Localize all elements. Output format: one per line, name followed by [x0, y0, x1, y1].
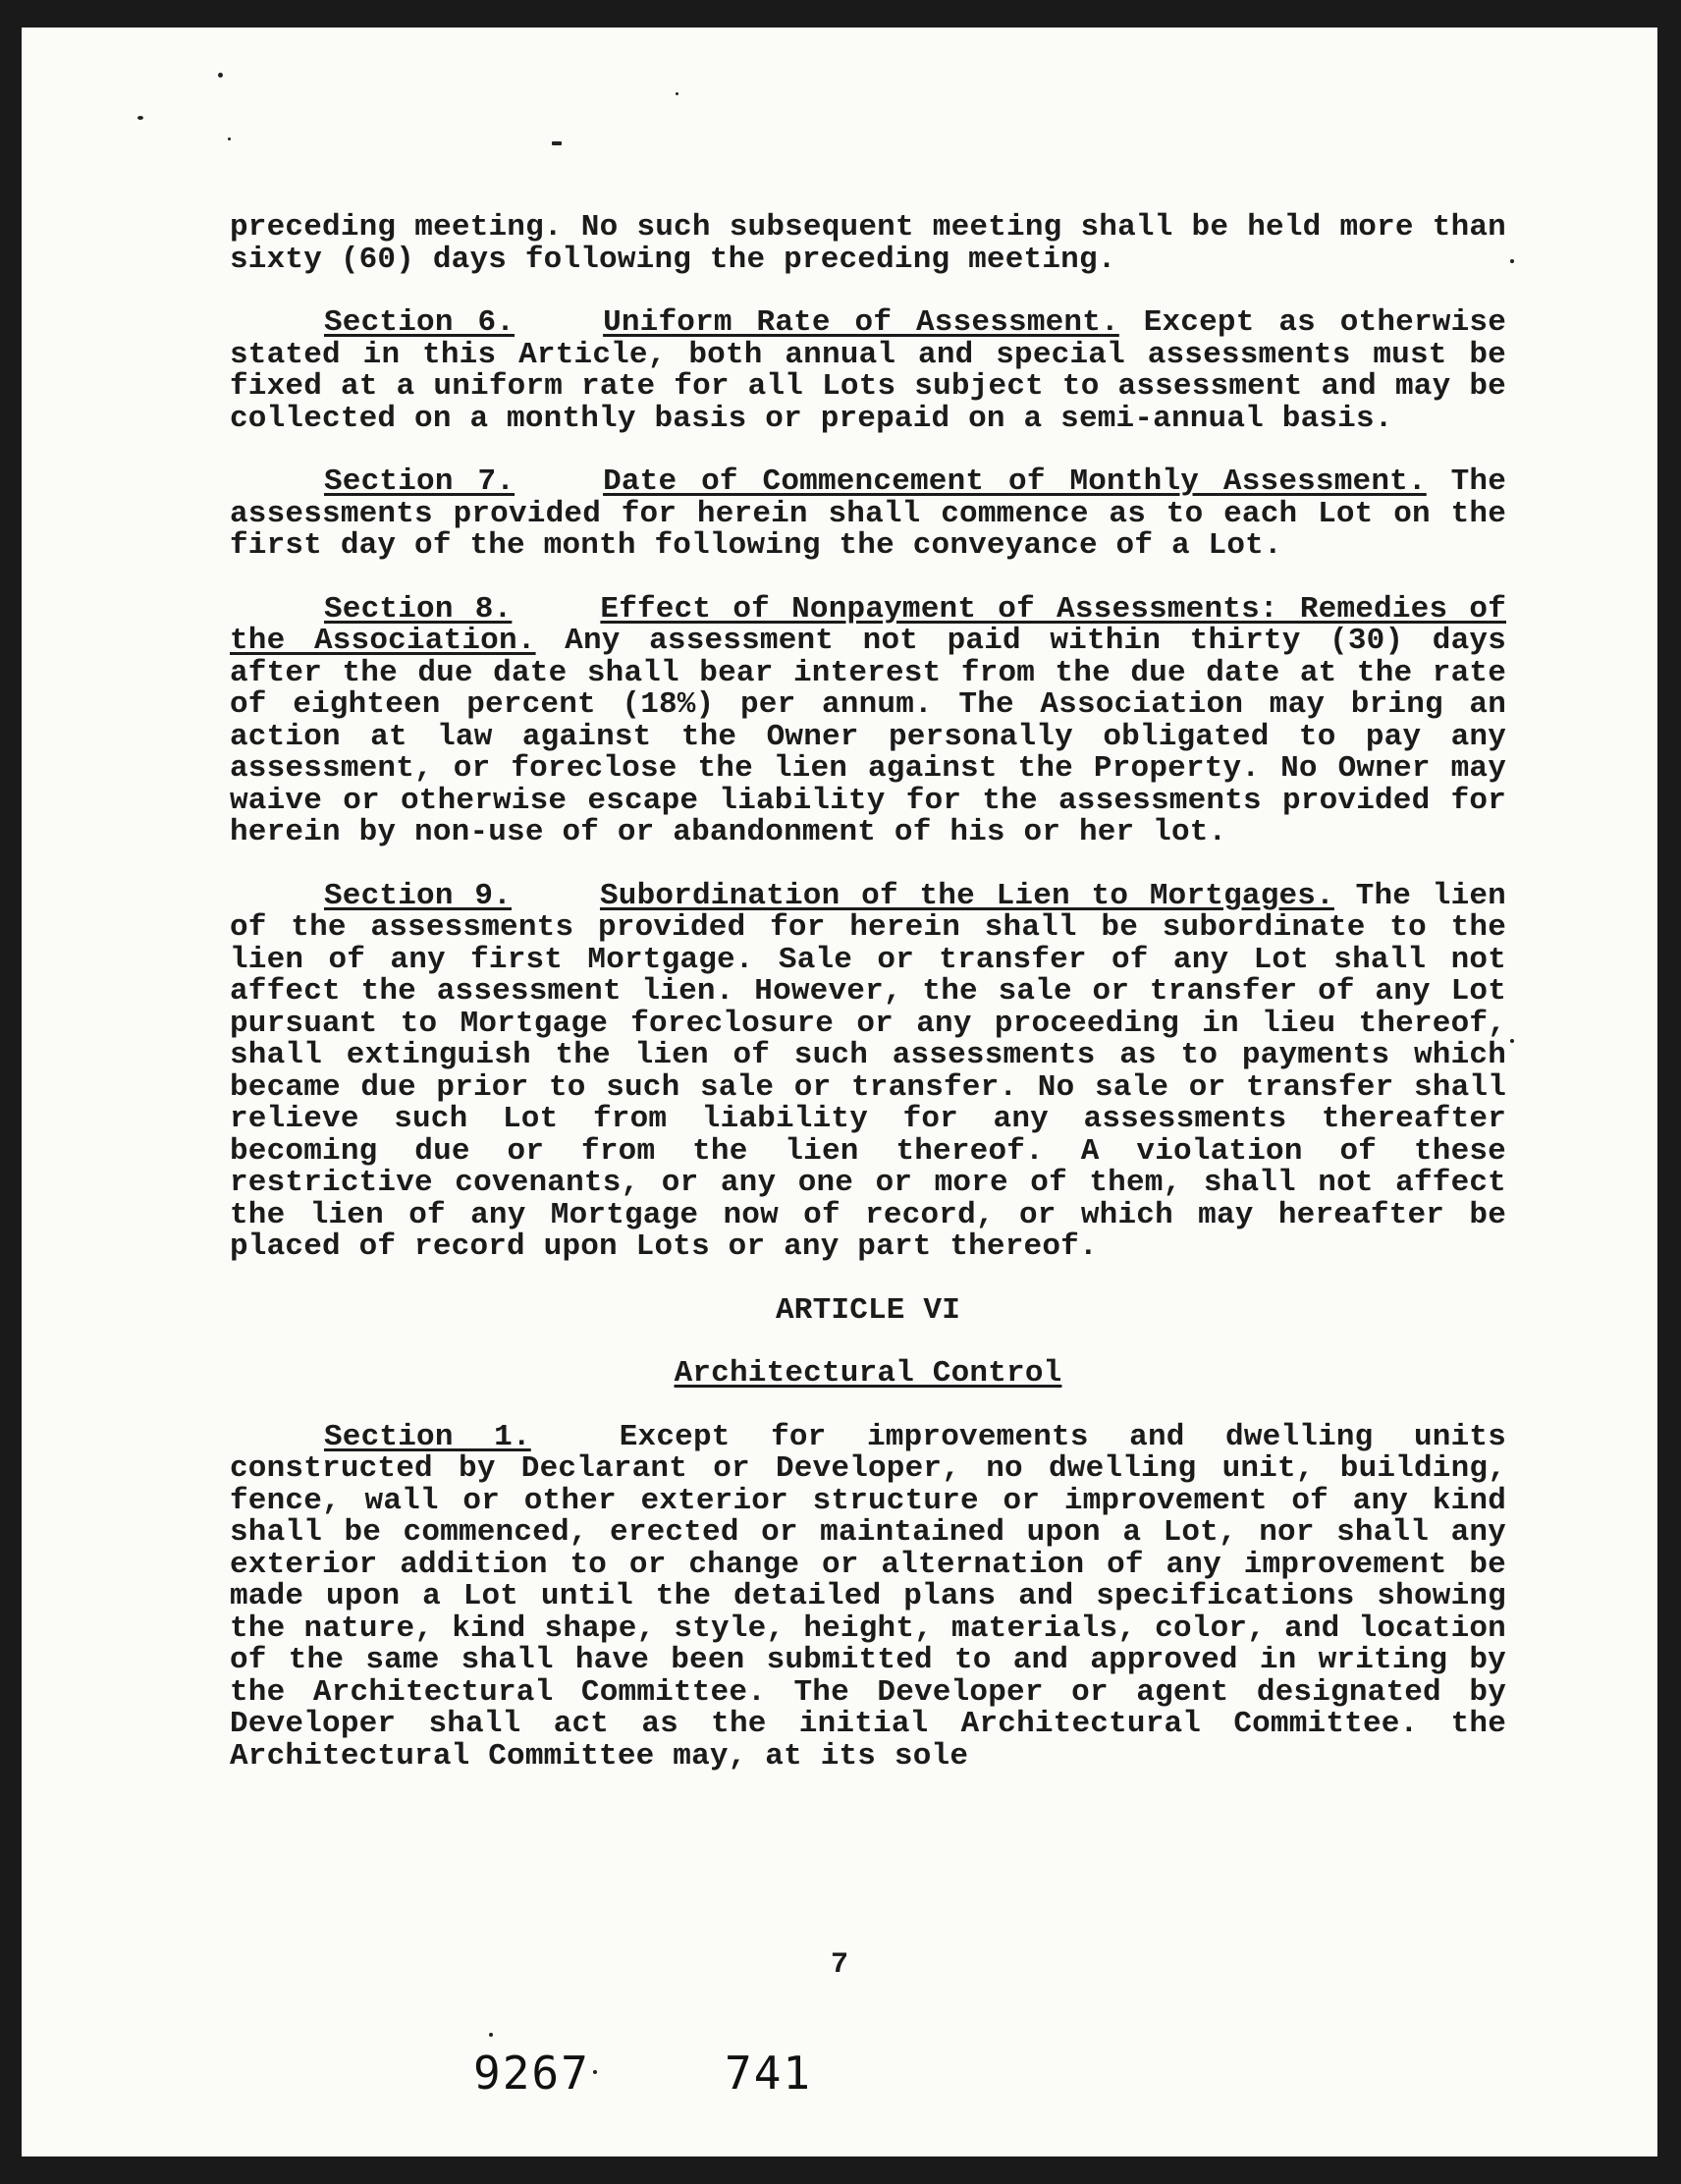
article-heading: ARTICLE VI: [775, 1292, 961, 1328]
section-9-label: Section 9.: [324, 878, 512, 913]
article-section-1-paragraph: [230, 1419, 1507, 1774]
section-6-label: Section 6.: [324, 305, 515, 340]
section-9-title: Subordination of the Lien to Mortgages.: [599, 878, 1334, 913]
scan-speck: [137, 116, 143, 120]
article-title-line: [230, 1358, 1506, 1391]
scan-speck: [1510, 259, 1514, 263]
section-7-paragraph: [230, 466, 1506, 563]
scan-speck: [676, 92, 678, 95]
stamp-left: 9267: [473, 2047, 590, 2100]
body-text: [230, 212, 1506, 1773]
article-title: Architectural Control: [674, 1356, 1062, 1391]
section-6-paragraph: [230, 307, 1506, 435]
section-8-body: Any assessment not paid within thirty (30) days after the due date shall bear interest from the due date at the rate of eighteen percent (18%) per annum. The Association may bring an action at law against the Owner personally obligated to pay any assessment, or foreclose the lien against the Property. No Owner may waive or otherwise escape liability for the assessments provided for herein by non-use of or abandonment of his or her lot.: [230, 624, 1506, 849]
page-number: 7: [830, 1948, 848, 1982]
section-6-title: Uniform Rate of Assessment.: [603, 305, 1119, 340]
scan-speck: [593, 2070, 597, 2074]
continuation-paragraph: preceding meeting. No such subsequent meeting shall be held more than sixty (60) days following the preceding meeting.: [230, 210, 1506, 277]
section-7-body: The assessments provided for herein shall commence as to each Lot on the first day of the month following the conveyance of a Lot.: [230, 464, 1507, 563]
scan-speck: [489, 2033, 493, 2037]
document-page: [22, 27, 1657, 2157]
section-9-body: The lien of the assessments provided for herein shall be subordinate to the lien of any first Mortgage. Sale or transfer of any Lot shall not affect the assessment lien. However, the sale or transfer of any Lot pursuant to Mortgage foreclosure or any proceeding in lieu thereof, shall extinguish the lien of such assessments as to payments which became due prior to such sale or transfer. No sale or transfer shall relieve such Lot from liability for any assessments thereafter becoming due or from the lien thereof. A violation of these restrictive covenants, or any one or more of them, shall not affect the lien of any Mortgage now of record, or which may hereafter be placed of record upon Lots or any part thereof.: [230, 878, 1506, 1264]
section-7-title: Date of Commencement of Monthly Assessment.: [603, 464, 1427, 499]
stamp-right: 741: [725, 2047, 813, 2100]
scan-speck: [552, 141, 562, 145]
section-7-label: Section 7.: [324, 464, 515, 499]
article-section-1-body: Except for improvements and dwelling units constructed by Declarant or Developer, no dwelling unit, building, fence, wall or other exterior structure or improvement of any kind shall be commenced, erected or maintained upon a Lot, nor shall any exterior addition to or change or alternation of any improvement be made upon a Lot until the detailed plans and specifications showing the nature, kind shape, style, height, materials, color, and location of the same shall have been submitted to and approved in writing by the Architectural Committee. The Developer or agent designated by Developer shall act as the initial Architectural Committee. the Architectural Committee may, at its sole: [230, 1419, 1507, 1774]
section-8-paragraph: [230, 591, 1507, 849]
scan-speck: [218, 73, 223, 78]
section-8-title: Effect of Nonpayment of Assessments: Remedies of the Association.: [230, 591, 1507, 658]
section-9-paragraph: [230, 878, 1506, 1264]
scan-speck: [228, 137, 231, 140]
section-6-body: Except as otherwise stated in this Article, both annual and special assessments must be fixed at a uniform rate for all Lots subject to assessment and may be collected on a monthly basis or prepaid on a semi-annual basis.: [230, 305, 1507, 436]
scan-speck: [1510, 1039, 1514, 1043]
section-8-label: Section 8.: [324, 591, 513, 627]
article-section-1-label: Section 1.: [324, 1419, 531, 1454]
